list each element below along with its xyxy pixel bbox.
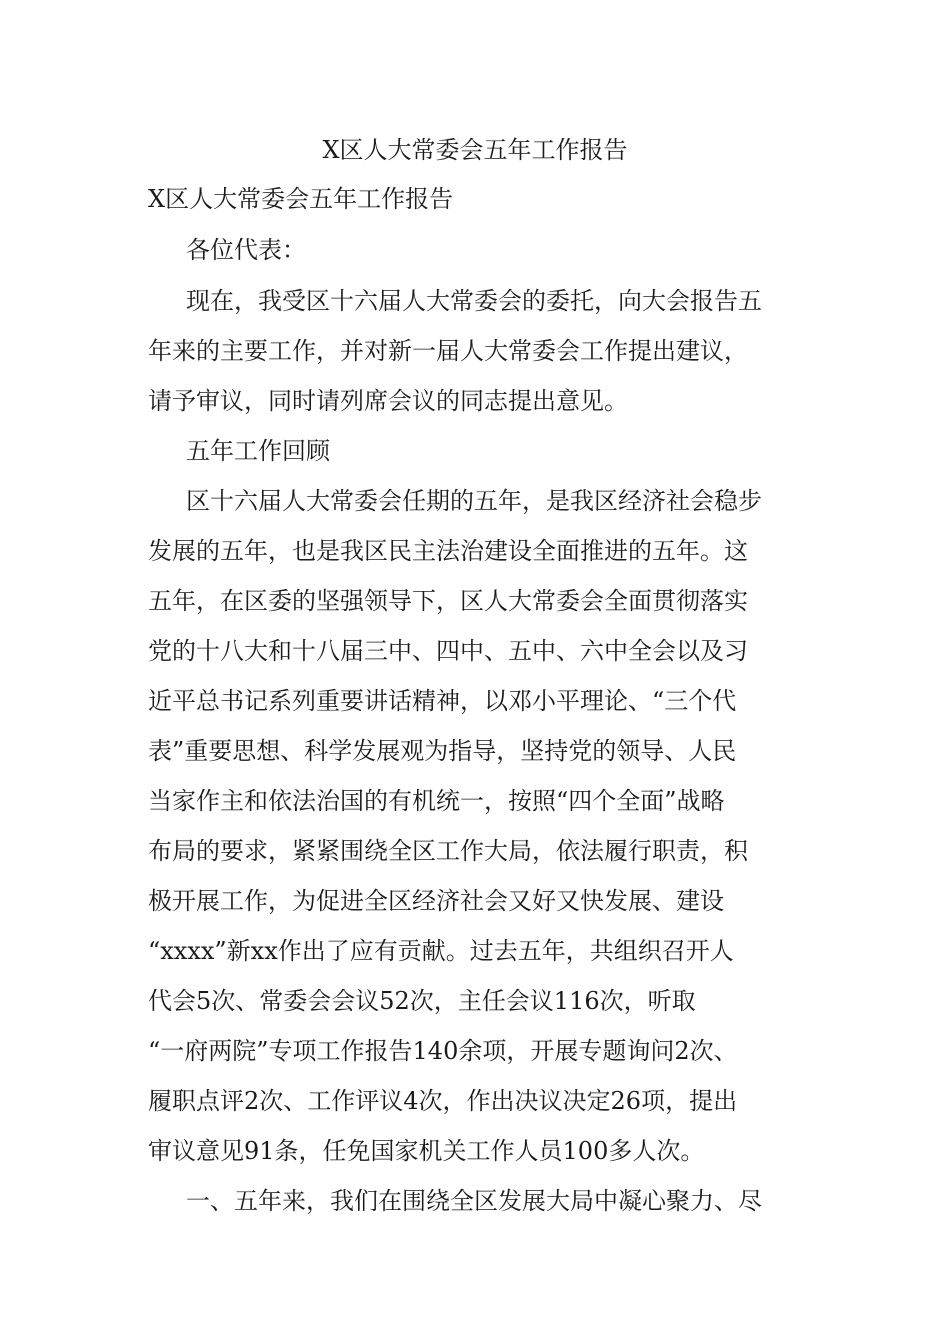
section-heading: 五年工作回顾 (186, 437, 330, 465)
document-subtitle: X区人大常委会五年工作报告 (148, 185, 454, 213)
paragraph-line: 代会5次、常委会会议52次，主任会议116次，听取 (148, 987, 696, 1015)
document-title: X区人大常委会五年工作报告 (322, 136, 628, 164)
paragraph-line: “xxxx”新xx作出了应有贡献。过去五年，共组织召开人 (148, 937, 734, 965)
paragraph-line: 近平总书记系列重要讲话精神，以邓小平理论、“三个代 (148, 687, 737, 715)
paragraph-line: 年来的主要工作，并对新一届人大常委会工作提出建议， (148, 337, 748, 365)
paragraph-line: 请予审议，同时请列席会议的同志提出意见。 (148, 387, 628, 415)
paragraph-line: 党的十八大和十八届三中、四中、五中、六中全会以及习 (148, 637, 748, 665)
paragraph-line: 五年，在区委的坚强领导下，区人大常委会全面贯彻落实 (148, 587, 748, 615)
paragraph-line: 现在，我受区十六届人大常委会的委托，向大会报告五 (186, 287, 762, 315)
paragraph-line: 履职点评2次、工作评议4次，作出决议决定26项，提出 (148, 1087, 738, 1115)
paragraph-line: 发展的五年，也是我区民主法治建设全面推进的五年。这 (148, 537, 748, 565)
paragraph-line: 一、五年来，我们在围绕全区发展大局中凝心聚力、尽 (186, 1187, 762, 1215)
paragraph-line: 区十六届人大常委会任期的五年，是我区经济社会稳步 (186, 487, 762, 515)
paragraph-line: 极开展工作，为促进全区经济社会又好又快发展、建设 (148, 887, 724, 915)
salutation: 各位代表： (186, 236, 306, 264)
paragraph-line: 布局的要求，紧紧围绕全区工作大局，依法履行职责，积 (148, 837, 748, 865)
paragraph-line: 表”重要思想、科学发展观为指导，坚持党的领导、人民 (148, 737, 737, 765)
paragraph-line: 审议意见91条，任免国家机关工作人员100多人次。 (148, 1137, 705, 1165)
paragraph-line: “一府两院”专项工作报告140余项，开展专题询问2次、 (148, 1037, 738, 1065)
paragraph-line: 当家作主和依法治国的有机统一，按照“四个全面”战略 (148, 787, 725, 815)
